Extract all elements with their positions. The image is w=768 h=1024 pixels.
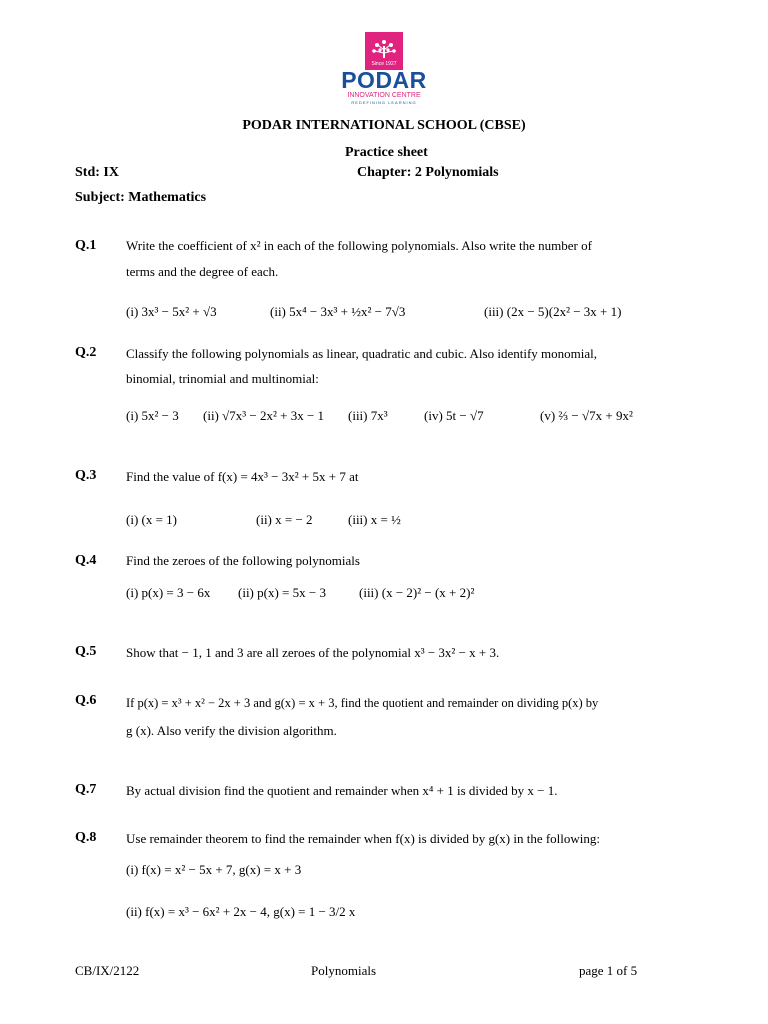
- question-text: Classify the following polynomials as linear, quadratic and cubic. Also identify monomial,: [126, 346, 598, 361]
- question-part: (iii) x = ½: [348, 512, 401, 527]
- question-text: Write the coefficient of x² in each of the following polynomials. Also write the number of: [126, 238, 592, 253]
- question-text: By actual division find the quotient and remainder when x⁴ + 1 is divided by x − 1.: [126, 783, 558, 798]
- footer-topic: Polynomials: [311, 963, 377, 978]
- subject-label: Subject: [75, 190, 121, 205]
- question-part: (iii) (x − 2)² − (x + 2)²: [359, 585, 475, 600]
- question-part: (ii) √7x³ − 2x² + 3x − 1: [203, 408, 325, 423]
- question-text: Find the value of f(x) = 4x³ − 3x² + 5x + 7 at: [126, 469, 359, 484]
- question-text: Find the zeroes of the following polynomials: [126, 553, 360, 568]
- question-part: (i) f(x) = x² − 5x + 7, g(x) = x + 3: [126, 862, 302, 877]
- question-part: (i) 5x² − 3: [126, 408, 179, 423]
- chapter-label: Chapter: 2 Polynomials: [357, 165, 499, 180]
- subject-line: [75, 190, 206, 206]
- question-number: Q.3: [75, 468, 97, 483]
- school-name: PODAR INTERNATIONAL SCHOOL (CBSE): [242, 118, 526, 133]
- question-part: (ii) x = − 2: [256, 512, 313, 527]
- question-part: (ii) p(x) = 5x − 3: [238, 585, 326, 600]
- question-part: (ii) f(x) = x³ − 6x² + 2x − 4, g(x) = 1 − 3/2 x: [126, 904, 356, 919]
- question-part: (i) 3x³ − 5x² + √3: [126, 304, 217, 319]
- logo-subtitle: INNOVATION CENTRE: [347, 92, 421, 99]
- logo-since-text: Since 1927: [371, 61, 397, 67]
- question-part: (v) ⅔ − √7x + 9x²: [540, 408, 633, 423]
- question-number: Q.1: [75, 238, 97, 253]
- question-part: (i) (x = 1): [126, 512, 178, 527]
- logo-tagline: REDEFINING LEARNING: [351, 100, 417, 105]
- question-part: (iii) 7x³: [348, 408, 388, 423]
- question-text-continued: g (x). Also verify the division algorithm.: [126, 723, 337, 738]
- sheet-title: Practice sheet: [345, 145, 428, 160]
- subject-value: : Mathematics: [120, 190, 207, 205]
- question-text: Use remainder theorem to find the remainder when f(x) is divided by g(x) in the following:: [126, 831, 601, 846]
- question-text: If p(x) = x³ + x² − 2x + 3 and g(x) = x + 3, find the quotient and remainder on dividing p(x) by: [126, 696, 599, 710]
- question-part: (iv) 5t − √7: [424, 408, 484, 423]
- question-text-continued: terms and the degree of each.: [126, 264, 279, 279]
- question-text-continued: binomial, trinomial and multinomial:: [126, 371, 319, 386]
- question-part: (iii) (2x − 5)(2x² − 3x + 1): [484, 304, 622, 319]
- question-number: Q.8: [75, 830, 97, 845]
- question-number: Q.7: [75, 782, 97, 797]
- question-part: (ii) 5x⁴ − 3x³ + ½x² − 7√3: [270, 304, 406, 319]
- std-label: Std: IX: [75, 165, 119, 180]
- question-text: Show that − 1, 1 and 3 are all zeroes of the polynomial x³ − 3x² − x + 3.: [126, 645, 500, 660]
- question-number: Q.6: [75, 693, 97, 708]
- question-number: Q.4: [75, 553, 97, 568]
- footer-code: CB/IX/2122: [75, 963, 140, 978]
- question-number: Q.5: [75, 644, 97, 659]
- question-part: (i) p(x) = 3 − 6x: [126, 585, 211, 600]
- footer-page-number: page 1 of 5: [579, 963, 638, 978]
- question-number: Q.2: [75, 345, 97, 360]
- logo-brand-name: PODAR: [341, 67, 427, 93]
